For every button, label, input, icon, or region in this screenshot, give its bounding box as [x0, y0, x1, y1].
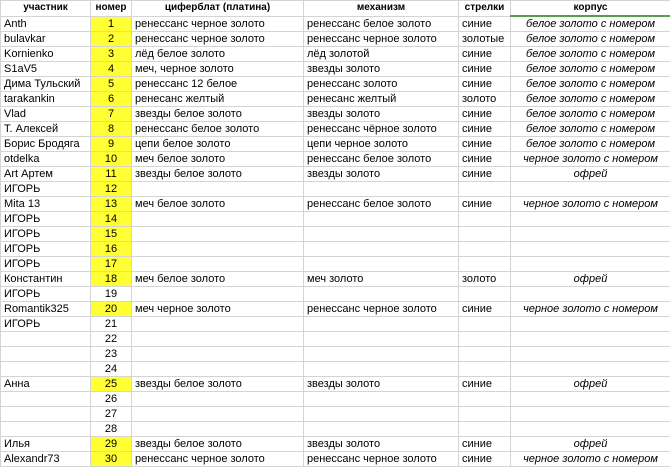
- mechanism-cell[interactable]: [304, 242, 459, 257]
- number-cell[interactable]: 12: [91, 182, 132, 197]
- case-cell[interactable]: черное золото с номером: [511, 152, 670, 167]
- case-cell[interactable]: белое золото с номером: [511, 47, 670, 62]
- table-row: [1, 77, 670, 92]
- number-cell[interactable]: 3: [91, 47, 132, 62]
- number-cell[interactable]: 9: [91, 137, 132, 152]
- participant-cell[interactable]: ИГОРЬ: [1, 227, 91, 242]
- table-row: [1, 317, 670, 332]
- dial-cell[interactable]: ренессанс черное золото: [132, 452, 304, 467]
- case-cell[interactable]: [511, 242, 670, 257]
- table-row: [1, 227, 670, 242]
- number-cell[interactable]: 18: [91, 272, 132, 287]
- table-row: [1, 197, 670, 212]
- hands-cell[interactable]: [459, 317, 511, 332]
- dial-cell[interactable]: [132, 182, 304, 197]
- dial-cell[interactable]: [132, 227, 304, 242]
- dial-cell[interactable]: [132, 347, 304, 362]
- case-cell[interactable]: [511, 287, 670, 302]
- mechanism-cell[interactable]: [304, 407, 459, 422]
- dial-cell[interactable]: [132, 362, 304, 377]
- case-cell[interactable]: [511, 182, 670, 197]
- number-cell[interactable]: 24: [91, 362, 132, 377]
- hands-cell[interactable]: [459, 347, 511, 362]
- number-cell[interactable]: 28: [91, 422, 132, 437]
- hands-cell[interactable]: золото: [459, 272, 511, 287]
- case-cell[interactable]: [511, 407, 670, 422]
- mechanism-cell[interactable]: [304, 347, 459, 362]
- number-cell[interactable]: 6: [91, 92, 132, 107]
- participant-cell[interactable]: S1aV5: [1, 62, 91, 77]
- mechanism-cell[interactable]: [304, 182, 459, 197]
- hands-cell[interactable]: синие: [459, 377, 511, 392]
- number-cell[interactable]: 29: [91, 437, 132, 452]
- table-row: [1, 212, 670, 227]
- participant-cell[interactable]: otdelka: [1, 152, 91, 167]
- header-row: [1, 1, 670, 17]
- table-row: [1, 242, 670, 257]
- dial-cell[interactable]: [132, 317, 304, 332]
- table-row: [1, 452, 670, 467]
- hands-cell[interactable]: синие: [459, 62, 511, 77]
- number-cell[interactable]: 20: [91, 302, 132, 317]
- table-row: [1, 16, 670, 32]
- dial-cell[interactable]: лёд белое золото: [132, 47, 304, 62]
- case-cell[interactable]: офрей: [511, 272, 670, 287]
- number-cell[interactable]: 30: [91, 452, 132, 467]
- participant-cell[interactable]: ИГОРЬ: [1, 287, 91, 302]
- hands-cell[interactable]: [459, 287, 511, 302]
- mechanism-cell[interactable]: ренессанс белое золото: [304, 152, 459, 167]
- dial-cell[interactable]: ренессанс 12 белое: [132, 77, 304, 92]
- participant-cell[interactable]: Дима Тульский: [1, 77, 91, 92]
- case-cell[interactable]: белое золото с номером: [511, 107, 670, 122]
- number-cell[interactable]: 13: [91, 197, 132, 212]
- table-row: [1, 347, 670, 362]
- participant-cell[interactable]: Art Артем: [1, 167, 91, 182]
- mechanism-cell[interactable]: [304, 257, 459, 272]
- mechanism-cell[interactable]: [304, 227, 459, 242]
- table-row: [1, 257, 670, 272]
- case-cell[interactable]: белое золото с номером: [511, 77, 670, 92]
- dial-cell[interactable]: ренессанс черное золото: [132, 32, 304, 47]
- hands-cell[interactable]: синие: [459, 197, 511, 212]
- participant-cell[interactable]: ИГОРЬ: [1, 182, 91, 197]
- number-cell[interactable]: 15: [91, 227, 132, 242]
- dial-cell[interactable]: ренессанс черное золото: [132, 16, 304, 32]
- dial-cell[interactable]: звезды белое золото: [132, 437, 304, 452]
- mechanism-cell[interactable]: ренессанс белое золото: [304, 197, 459, 212]
- mechanism-cell[interactable]: [304, 422, 459, 437]
- participant-cell[interactable]: [1, 407, 91, 422]
- participant-cell[interactable]: tarakankin: [1, 92, 91, 107]
- number-cell[interactable]: 8: [91, 122, 132, 137]
- mechanism-cell[interactable]: звезды золото: [304, 437, 459, 452]
- hands-cell[interactable]: синие: [459, 452, 511, 467]
- dial-cell[interactable]: ренессанс белое золото: [132, 122, 304, 137]
- table-row: [1, 107, 670, 122]
- table-row: [1, 272, 670, 287]
- case-cell[interactable]: офрей: [511, 437, 670, 452]
- participant-cell[interactable]: Mita 13: [1, 197, 91, 212]
- mechanism-cell[interactable]: меч золото: [304, 272, 459, 287]
- dial-cell[interactable]: меч черное золото: [132, 302, 304, 317]
- hands-cell[interactable]: синие: [459, 47, 511, 62]
- dial-cell[interactable]: звезды белое золото: [132, 167, 304, 182]
- case-cell[interactable]: белое золото с номером: [511, 137, 670, 152]
- number-cell[interactable]: 26: [91, 392, 132, 407]
- case-cell[interactable]: белое золото с номером: [511, 92, 670, 107]
- mechanism-cell[interactable]: [304, 392, 459, 407]
- mechanism-cell[interactable]: ренессанс черное золото: [304, 452, 459, 467]
- hands-cell[interactable]: золото: [459, 92, 511, 107]
- participant-cell[interactable]: [1, 422, 91, 437]
- hands-cell[interactable]: золотые: [459, 32, 511, 47]
- number-cell[interactable]: 14: [91, 212, 132, 227]
- dial-cell[interactable]: звезды белое золото: [132, 377, 304, 392]
- case-cell[interactable]: [511, 212, 670, 227]
- table-row: [1, 302, 670, 317]
- participant-cell[interactable]: [1, 362, 91, 377]
- participant-cell[interactable]: [1, 332, 91, 347]
- number-cell[interactable]: 2: [91, 32, 132, 47]
- case-cell[interactable]: [511, 317, 670, 332]
- number-cell[interactable]: 25: [91, 377, 132, 392]
- header-mechanism[interactable]: механизм: [304, 1, 459, 17]
- table-row: [1, 152, 670, 167]
- mechanism-cell[interactable]: цепи черное золото: [304, 137, 459, 152]
- hands-cell[interactable]: [459, 332, 511, 347]
- hands-cell[interactable]: [459, 257, 511, 272]
- case-cell[interactable]: [511, 392, 670, 407]
- hands-cell[interactable]: синие: [459, 137, 511, 152]
- participant-cell[interactable]: Kornienko: [1, 47, 91, 62]
- dial-cell[interactable]: [132, 257, 304, 272]
- dial-cell[interactable]: меч, черное золото: [132, 62, 304, 77]
- hands-cell[interactable]: синие: [459, 302, 511, 317]
- dial-cell[interactable]: [132, 407, 304, 422]
- case-cell[interactable]: белое золото с номером: [511, 16, 670, 32]
- case-cell[interactable]: белое золото с номером: [511, 32, 670, 47]
- mechanism-cell[interactable]: ренессанс чёрное золото: [304, 122, 459, 137]
- dial-cell[interactable]: [132, 332, 304, 347]
- mechanism-cell[interactable]: [304, 362, 459, 377]
- table-row: [1, 332, 670, 347]
- table-row: [1, 362, 670, 377]
- dial-cell[interactable]: [132, 242, 304, 257]
- dial-cell[interactable]: цепи белое золото: [132, 137, 304, 152]
- table-row: [1, 437, 670, 452]
- mechanism-cell[interactable]: ренессанс черное золото: [304, 302, 459, 317]
- dial-cell[interactable]: меч белое золото: [132, 197, 304, 212]
- hands-cell[interactable]: [459, 212, 511, 227]
- participant-cell[interactable]: Т. Алексей: [1, 122, 91, 137]
- hands-cell[interactable]: [459, 422, 511, 437]
- header-participant[interactable]: участник: [1, 1, 91, 17]
- case-cell[interactable]: офрей: [511, 167, 670, 182]
- mechanism-cell[interactable]: [304, 212, 459, 227]
- case-cell[interactable]: [511, 347, 670, 362]
- case-cell[interactable]: черное золото с номером: [511, 302, 670, 317]
- number-cell[interactable]: 27: [91, 407, 132, 422]
- number-cell[interactable]: 22: [91, 332, 132, 347]
- participant-cell[interactable]: Romantik325: [1, 302, 91, 317]
- table-row: [1, 167, 670, 182]
- number-cell[interactable]: 1: [91, 16, 132, 32]
- number-cell[interactable]: 5: [91, 77, 132, 92]
- table-row: [1, 392, 670, 407]
- mechanism-cell[interactable]: [304, 287, 459, 302]
- participant-cell[interactable]: ИГОРЬ: [1, 317, 91, 332]
- dial-cell[interactable]: [132, 212, 304, 227]
- participant-cell[interactable]: ИГОРЬ: [1, 242, 91, 257]
- table-row: [1, 407, 670, 422]
- dial-cell[interactable]: меч белое золото: [132, 272, 304, 287]
- hands-cell[interactable]: синие: [459, 152, 511, 167]
- dial-cell[interactable]: ренесанс желтый: [132, 92, 304, 107]
- hands-cell[interactable]: синие: [459, 107, 511, 122]
- hands-cell[interactable]: синие: [459, 122, 511, 137]
- participant-cell[interactable]: Vlad: [1, 107, 91, 122]
- case-cell[interactable]: [511, 332, 670, 347]
- participant-cell[interactable]: ИГОРЬ: [1, 212, 91, 227]
- participant-cell[interactable]: Anth: [1, 16, 91, 32]
- case-cell[interactable]: черное золото с номером: [511, 197, 670, 212]
- table-row: [1, 47, 670, 62]
- hands-cell[interactable]: [459, 392, 511, 407]
- mechanism-cell[interactable]: звезды золото: [304, 167, 459, 182]
- dial-cell[interactable]: звезды белое золото: [132, 107, 304, 122]
- table-row: [1, 122, 670, 137]
- hands-cell[interactable]: синие: [459, 167, 511, 182]
- number-cell[interactable]: 7: [91, 107, 132, 122]
- table-row: [1, 62, 670, 77]
- number-cell[interactable]: 17: [91, 257, 132, 272]
- participant-cell[interactable]: Илья: [1, 437, 91, 452]
- hands-cell[interactable]: [459, 407, 511, 422]
- hands-cell[interactable]: [459, 242, 511, 257]
- case-cell[interactable]: [511, 227, 670, 242]
- table-row: [1, 287, 670, 302]
- mechanism-cell[interactable]: ренесанс желтый: [304, 92, 459, 107]
- number-cell[interactable]: 19: [91, 287, 132, 302]
- header-number[interactable]: номер: [91, 1, 132, 17]
- participant-cell[interactable]: ИГОРЬ: [1, 257, 91, 272]
- mechanism-cell[interactable]: [304, 317, 459, 332]
- table-row: [1, 137, 670, 152]
- number-cell[interactable]: 16: [91, 242, 132, 257]
- hands-cell[interactable]: [459, 227, 511, 242]
- table-row: [1, 422, 670, 437]
- hands-cell[interactable]: синие: [459, 77, 511, 92]
- mechanism-cell[interactable]: звезды золото: [304, 107, 459, 122]
- participant-cell[interactable]: bulavkar: [1, 32, 91, 47]
- dial-cell[interactable]: меч белое золото: [132, 152, 304, 167]
- hands-cell[interactable]: синие: [459, 437, 511, 452]
- dial-cell[interactable]: [132, 287, 304, 302]
- case-cell[interactable]: белое золото с номером: [511, 62, 670, 77]
- header-dial[interactable]: циферблат (платина): [132, 1, 304, 17]
- mechanism-cell[interactable]: лёд золотой: [304, 47, 459, 62]
- table-row: [1, 92, 670, 107]
- case-cell[interactable]: [511, 362, 670, 377]
- number-cell[interactable]: 23: [91, 347, 132, 362]
- table-row: [1, 377, 670, 392]
- dial-cell[interactable]: [132, 422, 304, 437]
- case-cell[interactable]: белое золото с номером: [511, 122, 670, 137]
- mechanism-cell[interactable]: звезды золото: [304, 62, 459, 77]
- number-cell[interactable]: 10: [91, 152, 132, 167]
- number-cell[interactable]: 4: [91, 62, 132, 77]
- participant-cell[interactable]: Константин: [1, 272, 91, 287]
- header-case[interactable]: корпус: [511, 1, 670, 17]
- hands-cell[interactable]: [459, 182, 511, 197]
- header-hands[interactable]: стрелки: [459, 1, 511, 17]
- mechanism-cell[interactable]: ренессанс черное золото: [304, 32, 459, 47]
- mechanism-cell[interactable]: ренессанс белое золото: [304, 16, 459, 32]
- table-row: [1, 32, 670, 47]
- case-cell[interactable]: [511, 422, 670, 437]
- number-cell[interactable]: 21: [91, 317, 132, 332]
- hands-cell[interactable]: синие: [459, 16, 511, 32]
- participant-cell[interactable]: Борис Бродяга: [1, 137, 91, 152]
- participant-cell[interactable]: Alexandr73: [1, 452, 91, 467]
- mechanism-cell[interactable]: [304, 332, 459, 347]
- table-row: [1, 182, 670, 197]
- hands-cell[interactable]: [459, 362, 511, 377]
- participant-cell[interactable]: [1, 392, 91, 407]
- case-cell[interactable]: офрей: [511, 377, 670, 392]
- mechanism-cell[interactable]: ренессанс золото: [304, 77, 459, 92]
- mechanism-cell[interactable]: звезды золото: [304, 377, 459, 392]
- number-cell[interactable]: 11: [91, 167, 132, 182]
- participant-cell[interactable]: Анна: [1, 377, 91, 392]
- participant-cell[interactable]: [1, 347, 91, 362]
- case-cell[interactable]: [511, 257, 670, 272]
- case-cell[interactable]: черное золото с номером: [511, 452, 670, 467]
- dial-cell[interactable]: [132, 392, 304, 407]
